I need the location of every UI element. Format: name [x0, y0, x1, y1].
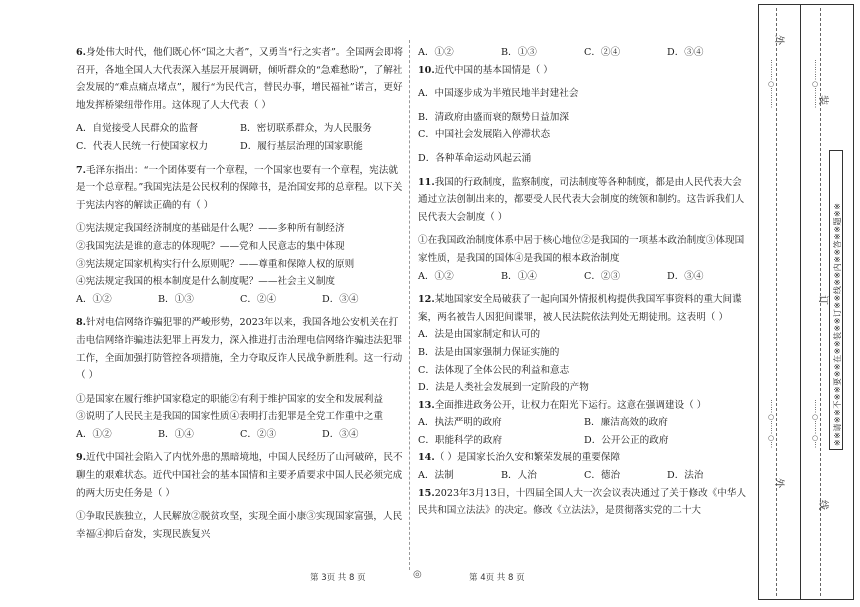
question-11-options: [418, 268, 750, 286]
question-13-options-row-1: [418, 414, 750, 432]
option-a[interactable]: A．①②: [418, 270, 454, 282]
question-number: 15.: [418, 487, 435, 499]
dot-column-right-lower: ⋮ ⋮ ○ ⋮ ⋮ ○ ⋮: [812, 399, 819, 449]
question-number: 9.: [76, 452, 87, 464]
option-c[interactable]: C．法体现了全体公民的利益和意志: [418, 364, 570, 376]
dot-column-left-lower: ⋮ ⋮ ○ ⋮ ⋮ ○ ⋮: [768, 399, 775, 449]
option-b[interactable]: B．密切联系群众，为人民服务: [240, 123, 372, 135]
question-text: 2023年3月13日，十四届全国人大一次会议表决通过了关于修改《中华人民共和国立法法》的决定。修改《立法法》，是贯彻落实党的二十大: [418, 487, 747, 517]
option-b[interactable]: B．①④: [501, 270, 537, 282]
option-b[interactable]: B．①③: [158, 293, 194, 305]
question-9: [76, 449, 404, 502]
question-6-options-row-1: [76, 120, 404, 138]
question-text: 某地国家安全局破获了一起向国外情报机构提供我国军事资料的重大间谍案，两名被告人因犯间谍罪，被人民法院依法判处无期徒刑。这表明（ ）: [418, 294, 742, 323]
option-a[interactable]: A．①②: [418, 47, 454, 58]
question-number: 6.: [76, 47, 87, 58]
question-9-options: [418, 44, 750, 62]
option-b[interactable]: B．清政府由盛而衰的颓势日益加深: [418, 111, 569, 123]
option-d[interactable]: D．③④: [667, 270, 704, 282]
question-text: 毛泽东指出：“一个团体要有一个章程，一个国家也要有一个章程，宪法就是一个总章程。”我国宪法是公民权利的保障书，是治国安邦的总章程。以下关于宪法内容的解读正确的有（ ）: [76, 164, 403, 211]
option-c[interactable]: C．②③: [584, 270, 621, 282]
option-d[interactable]: D．③④: [322, 293, 359, 305]
question-number: 12.: [418, 294, 435, 306]
option-a[interactable]: A．①②: [76, 428, 112, 440]
question-7: [76, 162, 404, 215]
question-number: 8.: [76, 317, 87, 329]
question-12: [418, 291, 750, 326]
option-a[interactable]: A．法制: [418, 470, 454, 482]
question-15: [418, 485, 750, 520]
question-14-options: [418, 467, 750, 485]
left-column: [76, 44, 404, 543]
question-number: 14.: [418, 452, 435, 464]
option-c[interactable]: C．代表人民统一行使国家权力: [76, 140, 209, 152]
question-number: 10.: [418, 64, 435, 76]
binding-char-xian: 线: [817, 500, 828, 510]
question-11: [418, 174, 750, 227]
option-d[interactable]: D．法是人类社会发展到一定阶段的产物: [418, 382, 589, 394]
statement: ③宪法规定国家机构实行什么原则呢？——尊重和保障人权的原则: [76, 258, 355, 270]
binding-warning-text: ※※请※※不※※要※※在※※装※※订※※线※※内※※答※※题※※: [833, 202, 842, 446]
question-text: 身处伟大时代，他们既心怀“国之大者”，又勇当“行之实者”。全国两会即将召开，各地全国人大代表深入基层开展调研，倾听群众的“急难愁盼”，了解社会发展的“难点痛点堵点”，履行“为民代言，替民办事，增民福祉”诺言，更好地发挥桥梁纽带作用。这体现了人大代表（ ）: [76, 47, 404, 111]
binding-char-ding: 订: [817, 295, 828, 305]
option-a[interactable]: A．执法严明的政府: [418, 417, 502, 429]
right-column: [418, 44, 750, 520]
question-text: （ ）是国家长治久安和繁荣发展的重要保障: [434, 452, 621, 464]
option-c[interactable]: C．②④: [240, 293, 277, 305]
outer-label-top: 外: [773, 35, 784, 45]
question-14: [418, 449, 750, 467]
option-d[interactable]: D．③④: [322, 428, 359, 440]
question-text: 我国的行政制度，监察制度，司法制度等各种制度，都是由人民代表大会通过立法创制出来的，都要受人民代表大会制度的统领和制约。这告诉我们人民代表大会制度（ ）: [418, 176, 745, 223]
option-b[interactable]: B．法是由国家强制力保证实施的: [418, 346, 560, 358]
option-c[interactable]: C．中国社会发展陷入停滞状态: [418, 129, 551, 141]
statement: ①争取民族独立，人民解放②脱贫攻坚，实现全面小康③实现国家富强，人民幸福④抑后奋发，实现民族复兴: [76, 511, 403, 540]
option-b[interactable]: B．①③: [501, 47, 537, 58]
option-a[interactable]: A．①②: [76, 293, 112, 305]
statement: ①是国家在履行维护国家稳定的职能②有利于维护国家的安全和发展利益: [76, 393, 383, 405]
option-b[interactable]: B．廉洁高效的政府: [584, 417, 668, 429]
page-number-right: 第 4页 共 8 页: [469, 573, 525, 583]
option-c[interactable]: C．德治: [584, 470, 621, 482]
question-6-options-row-2: [76, 138, 404, 156]
question-7-options: [76, 291, 404, 309]
option-d[interactable]: D．各种革命运动风起云涌: [418, 152, 532, 164]
question-number: 13.: [418, 399, 435, 411]
option-d[interactable]: D．法治: [667, 470, 704, 482]
option-a[interactable]: A．自觉接受人民群众的监督: [76, 123, 199, 135]
statement: ①宪法规定我国经济制度的基础是什么呢？——多种所有制经济: [76, 223, 345, 235]
option-d[interactable]: D．履行基层治理的国家职能: [240, 140, 363, 152]
binding-line-outer: [776, 8, 777, 596]
option-b[interactable]: B．①④: [158, 428, 194, 440]
binding-divider: [800, 4, 801, 600]
question-number: 7.: [76, 164, 87, 176]
question-13-options-row-2: [418, 432, 750, 450]
dot-column-right: ⋮ ⋮ ⋮ ○ ⋮ ⋮ ⋮: [812, 59, 819, 109]
option-a[interactable]: A．中国逐步成为半殖民地半封建社会: [418, 88, 579, 100]
binding-char-zhuang: 装: [817, 95, 828, 105]
statement: ③说明了人民民主是我国的国家性质④表明打击犯罪是全党工作重中之重: [76, 411, 383, 423]
option-c[interactable]: C．②③: [240, 428, 277, 440]
question-number: 11.: [418, 176, 435, 188]
option-d[interactable]: D．③④: [667, 47, 704, 58]
question-text: 全面推进政务公开，让权力在阳光下运行。这意在强调建设（ ）: [434, 399, 707, 411]
question-text: 针对电信网络诈骗犯罪的严峻形势，2023年以来，我国各地公安机关在打击电信网络诈骗违法犯罪上再发力，深入推进打击治理电信网络诈骗违法犯罪工作，全面加强打防管控各项措施，全力夺取反诈人民战争新胜利。这一行动（ ）: [76, 317, 403, 382]
question-8: [76, 314, 404, 384]
outer-label-bottom: 外: [773, 478, 784, 488]
statement: ②我国宪法是谁的意志的体现呢？——党和人民意志的集中体现: [76, 240, 345, 252]
question-6: [76, 44, 404, 114]
question-text: 近代中国的基本国情是（ ）: [434, 64, 553, 76]
question-13: [418, 397, 750, 415]
center-mark-icon: ◎: [413, 569, 422, 580]
option-a[interactable]: A．法是由国家制定和认可的: [418, 329, 541, 341]
page-number-left: 第 3页 共 8 页: [310, 573, 366, 583]
question-8-options: [76, 426, 404, 444]
option-b[interactable]: B．人治: [501, 470, 537, 482]
question-text: 近代中国社会陷入了内忧外患的黑暗境地，中国人民经历了山河破碎，民不聊生的艰难状态。近代中国社会的基本国情和主要矛盾要求中国人民必须完成的两大历史任务是（ ）: [76, 452, 403, 499]
dot-column-left: ⋮ ⋮ ⋮ ○ ⋮ ⋮ ⋮: [768, 59, 775, 109]
column-divider: [409, 40, 410, 570]
option-d[interactable]: D．公开公正的政府: [584, 434, 669, 446]
statement: ④宪法规定我国的根本制度是什么制度呢？——社会主义制度: [76, 276, 336, 288]
question-10: [418, 62, 750, 80]
option-c[interactable]: C．②④: [584, 47, 621, 58]
option-c[interactable]: C．职能科学的政府: [418, 434, 503, 446]
statement: ①在我国政治制度体系中居于核心地位②是我国的一项基本政治制度③体现国家性质，是我国的国体④是我国的根本政治制度: [418, 235, 745, 264]
